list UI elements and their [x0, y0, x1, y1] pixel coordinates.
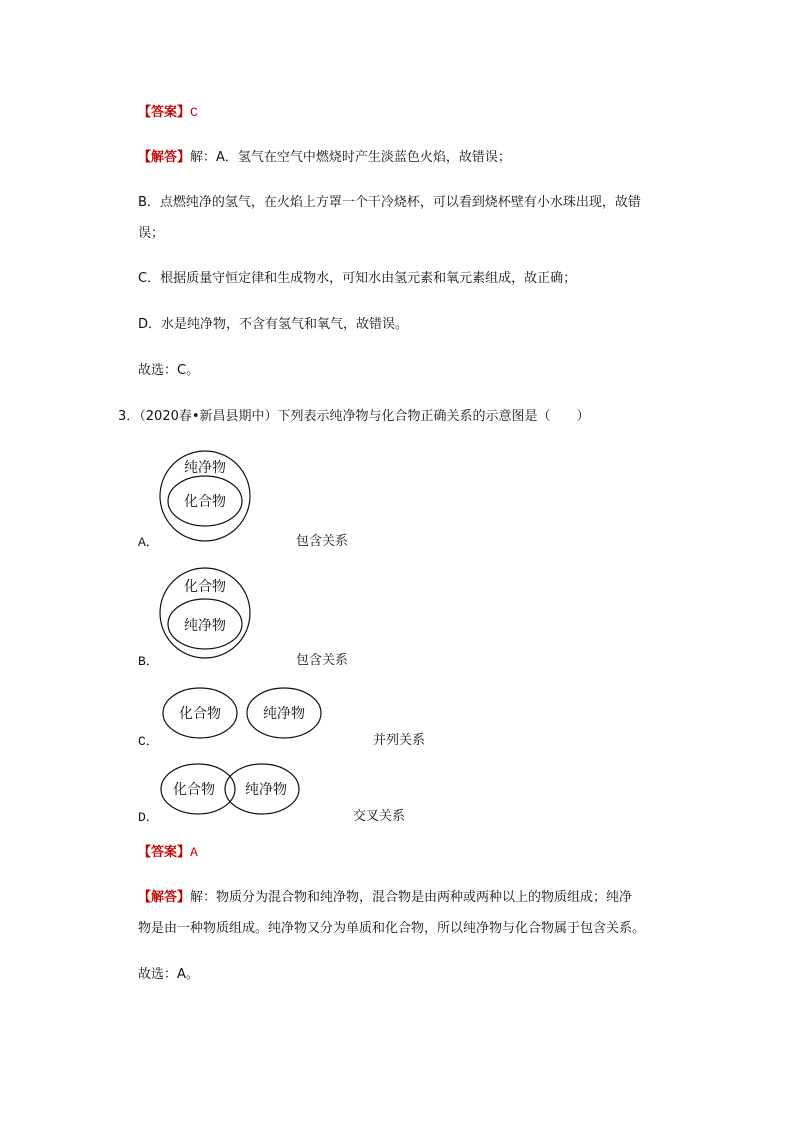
q2-analysis-option-b: B．点燃纯净的氢气，在火焰上方罩一个干冷烧杯，可以看到烧杯壁有小水珠出现，故错	[138, 195, 641, 210]
inner-label: 化合物	[184, 494, 226, 510]
option-c-relation: 并列关系	[373, 733, 426, 748]
q3-answer-line	[138, 844, 198, 862]
inner-label: 纯净物	[184, 618, 226, 634]
option-b-letter: B．	[138, 654, 159, 669]
option-c-letter: C．	[138, 734, 159, 749]
right-label: 纯净物	[245, 782, 287, 798]
q3-analysis-line-2: 物是由一种物质组成。纯净物又分为单质和化合物，所以纯净物与化合物属于包含关系。	[138, 921, 646, 936]
nested-circles-diagram-b	[158, 566, 254, 662]
option-d-letter: D．	[138, 810, 159, 825]
option-d-diagram	[160, 763, 302, 817]
separate-ellipses-diagram	[162, 687, 324, 741]
answer-value: C	[190, 105, 198, 120]
option-a-relation: 包含关系	[296, 534, 349, 549]
q2-analysis-option-b-cont: 误；	[138, 226, 165, 241]
answer-tag: 【答案】	[138, 105, 191, 120]
analysis-lead: 解：	[190, 150, 217, 165]
option-b-diagram	[158, 566, 254, 662]
option-a-diagram	[158, 449, 254, 545]
answer-value: A	[190, 845, 198, 860]
nested-circles-diagram-a	[158, 449, 254, 545]
left-label: 化合物	[173, 782, 215, 798]
q3-conclusion: 故选：A。	[138, 967, 199, 982]
option-c-diagram	[162, 687, 324, 741]
q2-answer-line	[138, 104, 198, 122]
option-a-letter: A．	[138, 535, 159, 550]
q2-analysis-option-c: C．根据质量守恒定律和生成物水，可知水由氢元素和氧元素组成，故正确；	[138, 271, 577, 286]
outer-label: 纯净物	[184, 460, 226, 476]
overlapping-ellipses-diagram	[160, 763, 302, 817]
right-label: 纯净物	[263, 706, 305, 722]
q3-analysis-line-1	[138, 889, 632, 907]
q2-conclusion: 故选：C。	[138, 363, 200, 378]
analysis-tag: 【解答】	[138, 890, 191, 905]
option-d-relation: 交叉关系	[353, 809, 406, 824]
question-stem: （2020春•新昌县期中）下列表示纯净物与化合物正确关系的示意图是（ ）	[139, 409, 590, 424]
analysis-text: 解：物质分为混合物和纯净物，混合物是由两种或两种以上的物质组成；纯净	[190, 890, 633, 905]
outer-label: 化合物	[184, 579, 226, 595]
q2-analysis-option-d: D．水是纯净物，不含有氢气和氧气，故错误。	[138, 317, 409, 332]
answer-tag: 【答案】	[138, 845, 191, 860]
left-label: 化合物	[179, 706, 221, 722]
option-b-relation: 包含关系	[296, 653, 349, 668]
q3-stem-line	[118, 408, 590, 426]
analysis-option-a: A．氢气在空气中燃烧时产生淡蓝色火焰，故错误；	[216, 150, 511, 165]
q2-analysis-line	[138, 149, 511, 167]
question-number: 3．	[118, 409, 140, 424]
analysis-tag: 【解答】	[138, 150, 191, 165]
